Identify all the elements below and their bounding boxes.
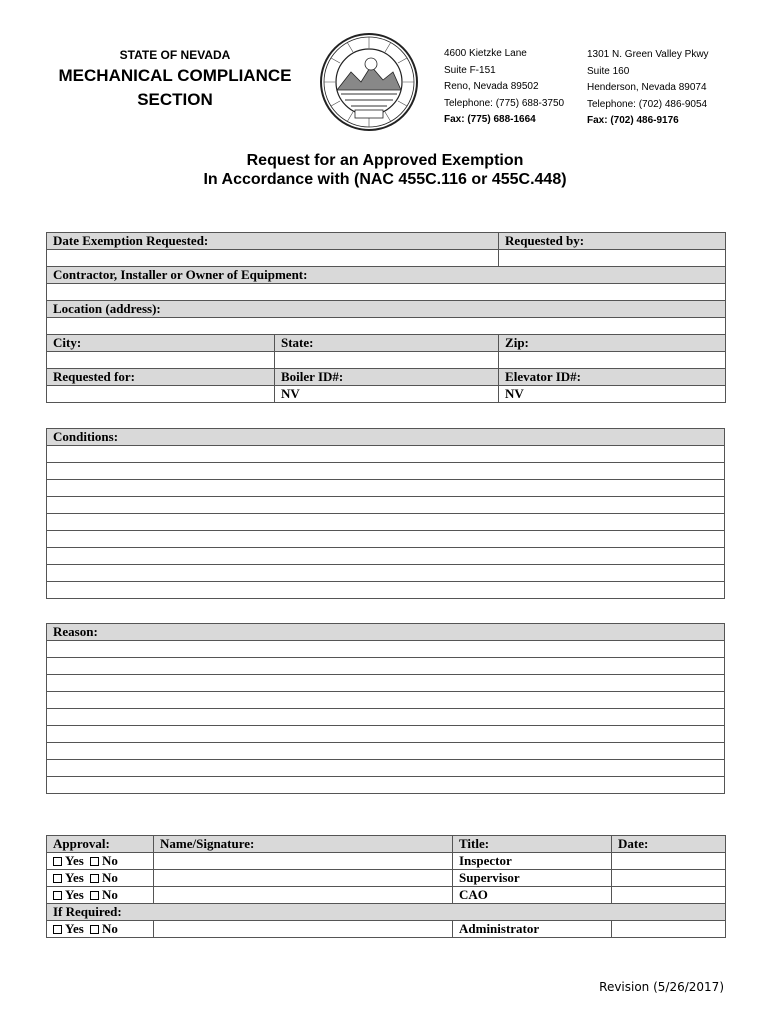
conditions-line[interactable] [47, 446, 725, 463]
reno-street: 4600 Kietzke Lane [444, 48, 527, 59]
reason-line[interactable] [47, 760, 725, 777]
form-title-line1: Request for an Approved Exemption [246, 152, 524, 169]
reno-office-address [444, 46, 564, 129]
requested-for-field[interactable] [47, 386, 275, 403]
yes-checkbox[interactable] [53, 874, 62, 883]
reno-fax: Fax: (775) 688-1664 [444, 114, 536, 125]
no-checkbox[interactable] [90, 925, 99, 934]
yes-label: Yes [65, 887, 84, 902]
no-checkbox[interactable] [90, 891, 99, 900]
contractor-field[interactable] [47, 284, 726, 301]
state-label: State: [275, 335, 499, 352]
no-checkbox[interactable] [90, 857, 99, 866]
conditions-line[interactable] [47, 514, 725, 531]
supervisor-approval [47, 870, 154, 887]
form-title [0, 151, 770, 189]
no-label: No [102, 921, 118, 936]
conditions-line[interactable] [47, 531, 725, 548]
yes-checkbox[interactable] [53, 925, 62, 934]
title-label: Title: [453, 836, 612, 853]
reason-line[interactable] [47, 777, 725, 794]
reason-line[interactable] [47, 743, 725, 760]
request-details-table [46, 232, 726, 403]
yes-label: Yes [65, 921, 84, 936]
henderson-city: Henderson, Nevada 89074 [587, 82, 707, 93]
requested-by-label: Requested by: [499, 233, 726, 250]
approval-label: Approval: [47, 836, 154, 853]
cao-title: CAO [453, 887, 612, 904]
no-checkbox[interactable] [90, 874, 99, 883]
boiler-id-label: Boiler ID#: [275, 369, 499, 386]
elevator-id-field[interactable]: NV [499, 386, 726, 403]
location-label: Location (address): [47, 301, 726, 318]
state-field[interactable] [275, 352, 499, 369]
contractor-label: Contractor, Installer or Owner of Equipment: [47, 267, 726, 284]
inspector-title: Inspector [453, 853, 612, 870]
administrator-approval [47, 921, 154, 938]
henderson-phone: Telephone: (702) 486-9054 [587, 98, 708, 110]
cao-signature-field[interactable] [154, 887, 453, 904]
yes-label: Yes [65, 853, 84, 868]
conditions-line[interactable] [47, 463, 725, 480]
conditions-label: Conditions: [47, 429, 725, 446]
boiler-id-field[interactable]: NV [275, 386, 499, 403]
date-label: Date: [612, 836, 726, 853]
cao-approval [47, 887, 154, 904]
city-field[interactable] [47, 352, 275, 369]
revision-date: Revision (5/26/2017) [599, 980, 724, 994]
supervisor-date-field[interactable] [612, 870, 726, 887]
administrator-signature-field[interactable] [154, 921, 453, 938]
henderson-fax: Fax: (702) 486-9176 [587, 115, 679, 126]
conditions-table [46, 428, 725, 599]
conditions-line[interactable] [47, 565, 725, 582]
if-required-label: If Required: [47, 904, 726, 921]
conditions-line[interactable] [47, 480, 725, 497]
reason-line[interactable] [47, 692, 725, 709]
reno-phone: Telephone: (775) 688-3750 [444, 97, 565, 109]
date-requested-field[interactable] [47, 250, 499, 267]
administrator-title: Administrator [453, 921, 612, 938]
inspector-date-field[interactable] [612, 853, 726, 870]
no-label: No [102, 853, 118, 868]
yes-label: Yes [65, 870, 84, 885]
reason-table [46, 623, 725, 794]
reason-line[interactable] [47, 658, 725, 675]
conditions-line[interactable] [47, 582, 725, 599]
supervisor-signature-field[interactable] [154, 870, 453, 887]
form-title-line2: In Accordance with (NAC 455C.116 or 455C.448) [203, 171, 567, 188]
reason-line[interactable] [47, 641, 725, 658]
henderson-suite: Suite 160 [587, 65, 630, 77]
cao-date-field[interactable] [612, 887, 726, 904]
reason-label: Reason: [47, 624, 725, 641]
administrator-date-field[interactable] [612, 921, 726, 938]
name-signature-label: Name/Signature: [154, 836, 453, 853]
zip-field[interactable] [499, 352, 726, 369]
reno-suite: Suite F-151 [444, 64, 496, 76]
reason-line[interactable] [47, 675, 725, 692]
location-field[interactable] [47, 318, 726, 335]
reason-line[interactable] [47, 709, 725, 726]
henderson-office-address [587, 47, 709, 130]
yes-checkbox[interactable] [53, 891, 62, 900]
elevator-id-label: Elevator ID#: [499, 369, 726, 386]
yes-checkbox[interactable] [53, 857, 62, 866]
no-label: No [102, 887, 118, 902]
requested-for-label: Requested for: [47, 369, 275, 386]
conditions-line[interactable] [47, 548, 725, 565]
state-seal-icon [313, 32, 425, 132]
henderson-street: 1301 N. Green Valley Pkwy [587, 49, 709, 60]
agency-header [40, 48, 310, 110]
inspector-approval [47, 853, 154, 870]
approval-table [46, 835, 726, 938]
inspector-signature-field[interactable] [154, 853, 453, 870]
no-label: No [102, 870, 118, 885]
reno-city: Reno, Nevada 89502 [444, 81, 539, 92]
supervisor-title: Supervisor [453, 870, 612, 887]
state-name: STATE OF NEVADA [119, 48, 231, 62]
section-title-line1: MECHANICAL COMPLIANCE [58, 66, 292, 85]
zip-label: Zip: [499, 335, 726, 352]
reason-line[interactable] [47, 726, 725, 743]
section-title-line2: SECTION [137, 90, 213, 109]
conditions-line[interactable] [47, 497, 725, 514]
city-label: City: [47, 335, 275, 352]
requested-by-field[interactable] [499, 250, 726, 267]
date-requested-label: Date Exemption Requested: [47, 233, 499, 250]
